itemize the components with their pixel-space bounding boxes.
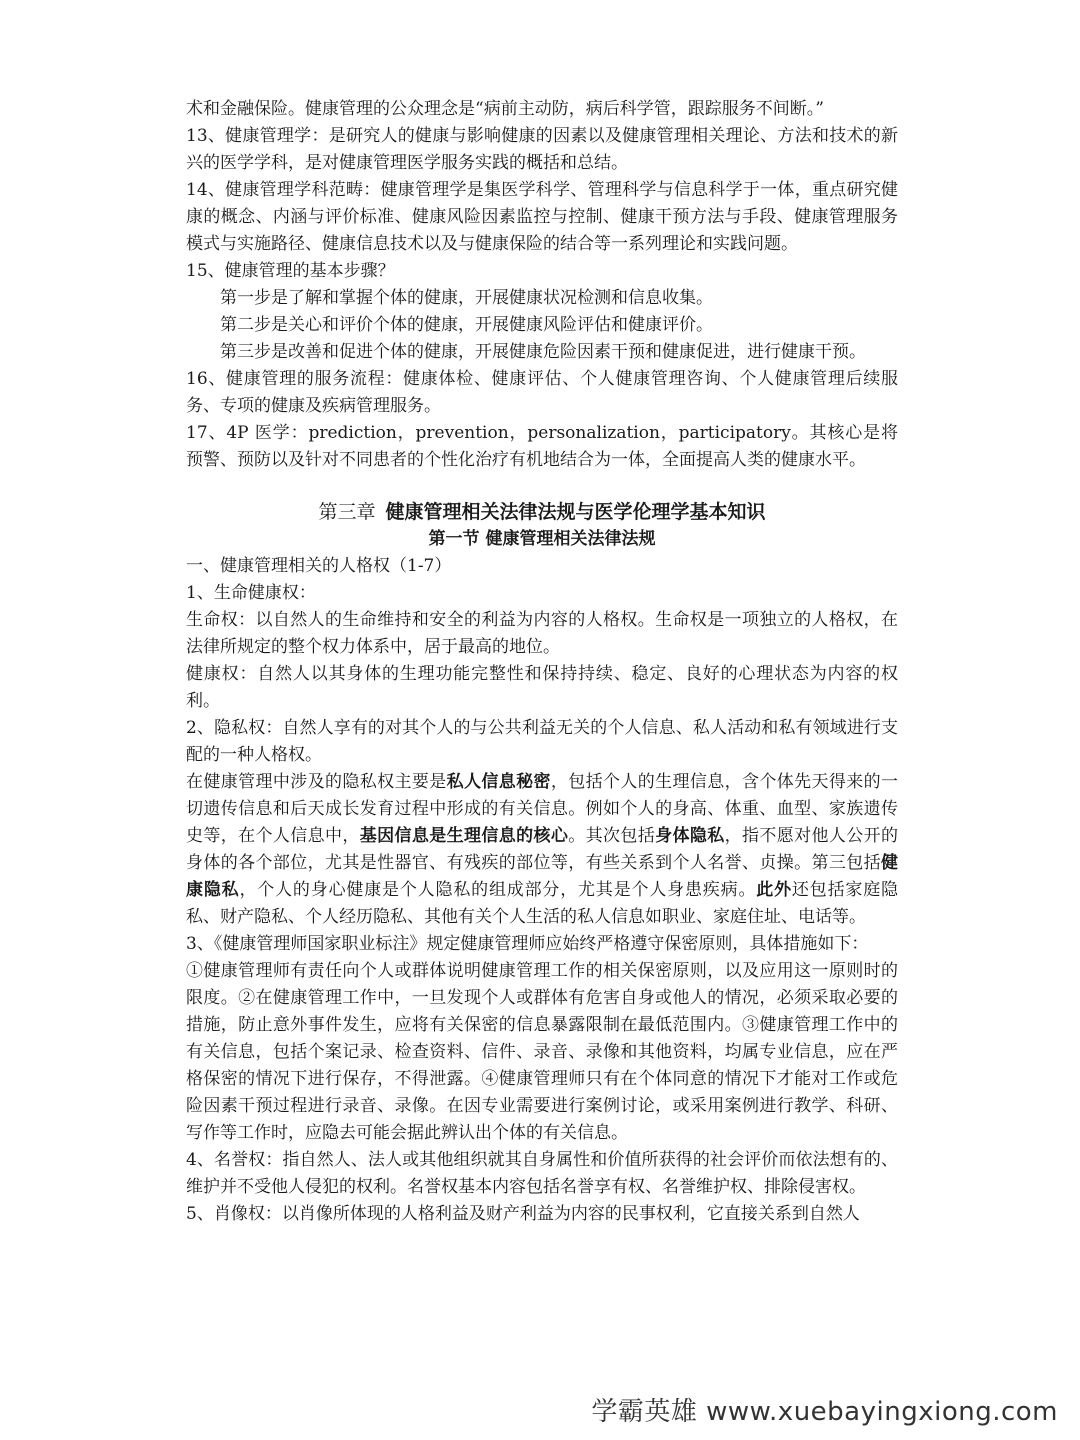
s5-portrait-right: 5、肖像权：以肖像所体现的人格利益及财产利益为内容的民事权利，它直接关系到自然人 — [186, 1204, 860, 1224]
bold-body-privacy: 身体隐私 — [655, 826, 725, 846]
bold-besides: 此外 — [756, 880, 792, 900]
chapter-title: 健康管理相关法律法规与医学伦理学基本知识 — [385, 501, 766, 523]
part-1-title: 一、健康管理相关的人格权（1-7） — [186, 556, 452, 576]
item-17-paragraph: 17、4P 医学：prediction，prevention，personalization，participatory。其核心是将预警、预防以及针对不同患者的个性化治疗有机地结合为一体，全面提高人类的健康水平。 — [186, 423, 898, 470]
section-title: 第一节 健康管理相关法律法规 — [428, 529, 656, 549]
item-14-paragraph: 14、健康管理学科范畴：健康管理学是集医学科学、管理科学与信息科学于一体，重点研究健康的概念、内涵与评价标准、健康风险因素监控与控制、健康干预方法与手段、健康管理服务模式与实施路径、健康信息技术以及与健康保险的结合等一系列理论和实践问题。 — [186, 180, 898, 254]
s4-reputation-right: 4、名誉权：指自然人、法人或其他组织就其自身属性和价值所获得的社会评价而依法想有的、维护并不受他人侵犯的权利。名誉权基本内容包括名誉享有权、名誉维护权、排除侵害权。 — [186, 1150, 898, 1197]
site-watermark: 学霸英雄 www.xuebayingxiong.com — [591, 1397, 1058, 1427]
s3-body: ①健康管理师有责任向个人或群体说明健康管理工作的相关保密原则，以及应用这一原则时的限度。②在健康管理工作中，一旦发现个人或群体有危害自身或他人的情况，必须采取必要的措施，防止意外事件发生，应将有关保密的信息暴露限制在最低范围内。③健康管理工作中的有关信息，包括个案记录、检查资料、信件、录音、录像和其他资料，均属专业信息，应在严格保密的情况下进行保存，不得泄露。④健康管理师只有在个体同意的情况下才能对工作或危险因素干预过程进行录音、录像。在因专业需要进行案例讨论，或采用案例进行教学、科研、写作等工作时，应隐去可能会据此辨认出个体的有关信息。 — [186, 961, 898, 1143]
s1-health-right: 健康权：自然人以其身体的生理功能完整性和保持持续、稳定、良好的心理状态为内容的权利。 — [186, 664, 898, 711]
document-page — [186, 96, 898, 1228]
item-16-paragraph: 16、健康管理的服务流程：健康体检、健康评估、个人健康管理咨询、个人健康管理后续服务、专项的健康及疾病管理服务。 — [186, 369, 898, 416]
item-15-step-1: 第一步是了解和掌握个体的健康，开展健康状况检测和信息收集。 — [220, 288, 713, 308]
s1-title: 1、生命健康权： — [186, 583, 316, 603]
s1-life-right: 生命权：以自然人的生命维持和安全的利益为内容的人格权。生命权是一项独立的人格权，在法律所规定的整个权力体系中，居于最高的地位。 — [186, 610, 898, 657]
chapter-number: 第三章 — [318, 501, 376, 523]
chapter-heading — [186, 498, 898, 526]
s3-title: 3、《健康管理师国家职业标注》规定健康管理师应始终严格遵守保密原则，具体措施如下： — [186, 934, 869, 954]
item-15-step-2: 第二步是关心和评价个体的健康，开展健康风险评估和健康评价。 — [220, 315, 713, 335]
bold-private-info: 私人信息秘密 — [446, 772, 551, 792]
intro-tail-paragraph: 术和金融保险。健康管理的公众理念是“病前主动防，病后科学管，跟踪服务不间断。” — [186, 99, 824, 119]
item-13-paragraph: 13、健康管理学：是研究人的健康与影响健康的因素以及健康管理相关理论、方法和技术的新兴的医学学科，是对健康管理医学服务实践的概括和总结。 — [186, 126, 898, 173]
bold-health-privacy: 健康隐私 — [186, 853, 898, 900]
bold-gene-info: 基因信息是生理信息的核心 — [359, 826, 569, 846]
s2-privacy-detail: 在健康管理中涉及的隐私权主要是私人信息秘密，包括个人的生理信息，含个体先天得来的一切遗传信息和后天成长发育过程中形成的有关信息。例如个人的身高、体重、血型、家族遗传史等，在个人信息中，基因信息是生理信息的核心。其次包括身体隐私，指不愿对他人公开的身体的各个部位，尤其是性器官、有残疾的部位等，有些关系到个人名誉、贞操。第三包括健康隐私，个人的身心健康是个人隐私的组成部分，尤其是个人身患疾病。此外还包括家庭隐私、财产隐私、个人经历隐私、其他有关个人生活的私人信息如职业、家庭住址、电话等。 — [186, 772, 899, 927]
s2-privacy-right: 2、隐私权：自然人享有的对其个人的与公共利益无关的个人信息、私人活动和私有领域进行支配的一种人格权。 — [186, 718, 898, 765]
item-15-title: 15、健康管理的基本步骤？ — [186, 261, 395, 281]
item-15-step-3: 第三步是改善和促进个体的健康，开展健康危险因素干预和健康促进，进行健康干预。 — [220, 342, 866, 362]
